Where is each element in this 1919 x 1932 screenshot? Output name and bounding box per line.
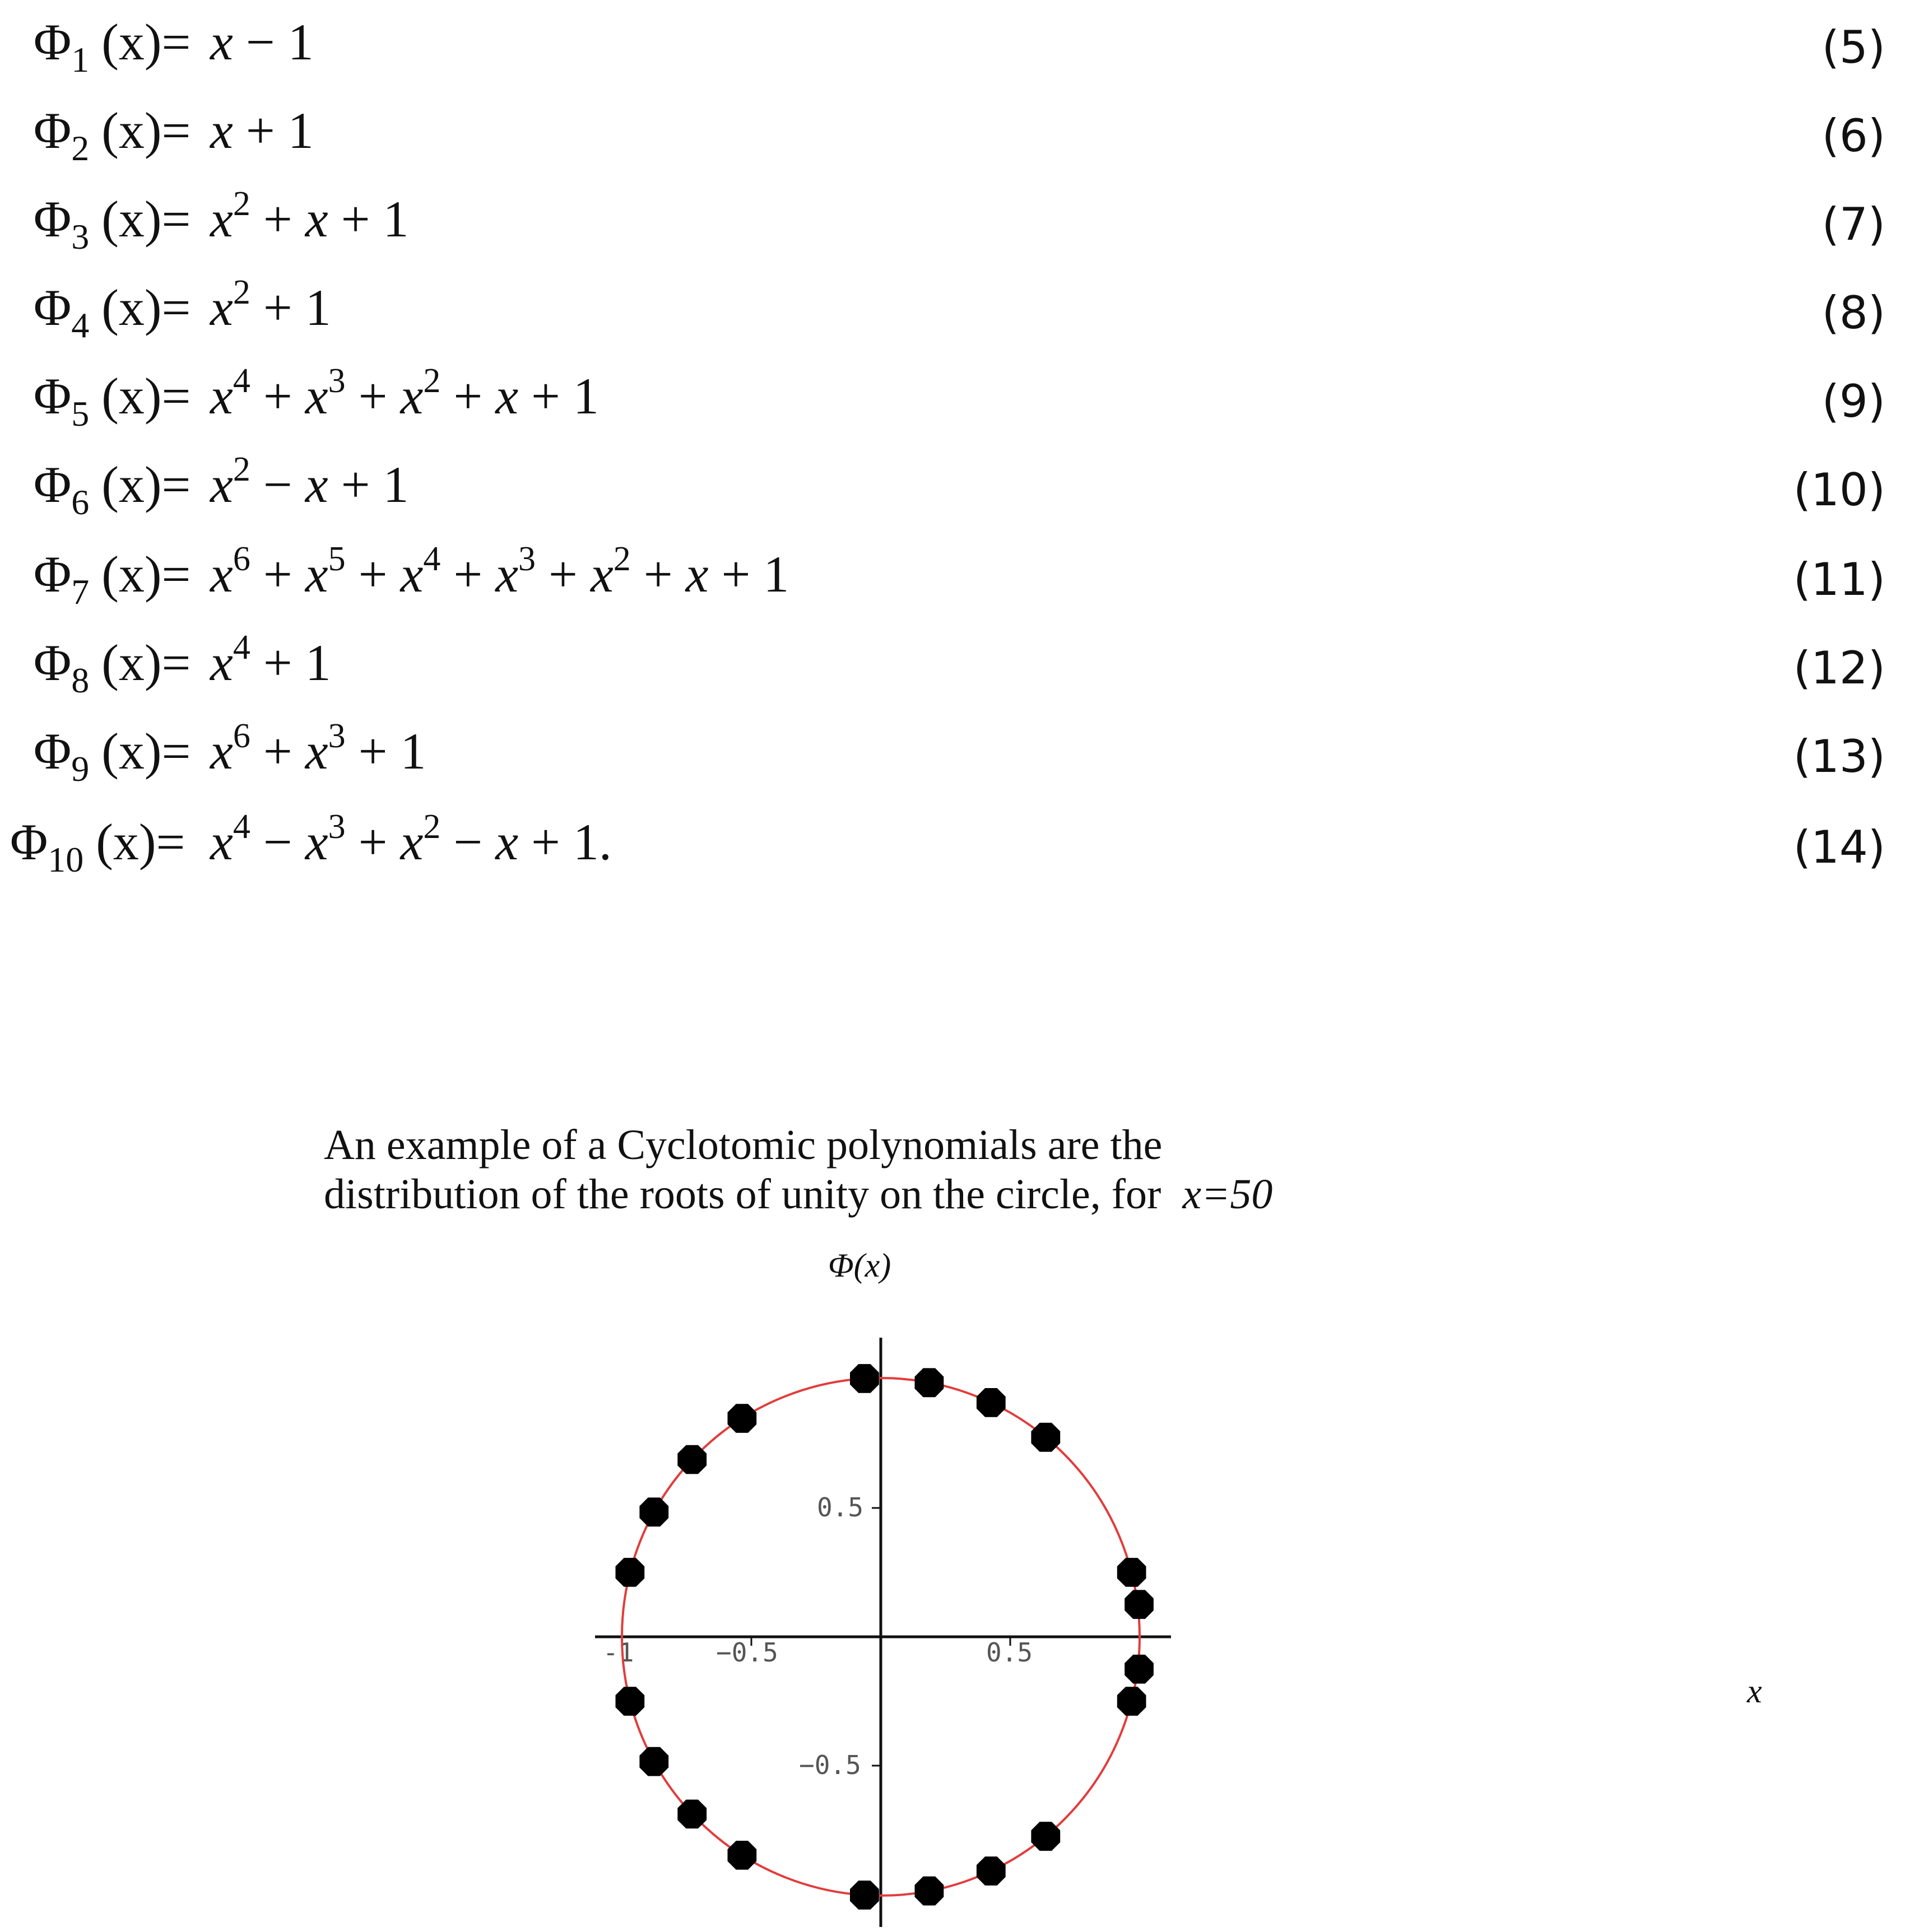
equation-number: (14) [1793,821,1885,873]
phi-argument: (x) [101,102,162,159]
phi-argument: (x) [101,367,162,425]
root-point [677,1800,707,1829]
phi-symbol: Φ [34,13,72,71]
root-point [915,1877,944,1906]
equation-rhs: $x^6 + x^3 + 1$ [210,717,426,780]
equation-row [0,0,1919,84]
root-point [1031,1423,1060,1452]
equation-row [0,89,1919,173]
phi-argument: (x) [101,456,162,513]
equation-rhs: $x^4 + x^3 + x^2 + x + 1$ [210,362,599,425]
phi-index: 10 [48,840,84,879]
equation-number: (13) [1793,730,1885,783]
equals-sign: = [161,13,191,71]
equation-number: (12) [1793,642,1885,694]
equation-row [0,443,1919,527]
phi-symbol: Φ [34,456,72,513]
root-point [728,1404,757,1433]
root-point [616,1687,645,1716]
equals-sign: = [156,813,185,870]
equation-rhs: $x^4 - x^3 + x^2 - x + 1$. [210,808,612,870]
equation-number: (6) [1822,110,1885,162]
phi-symbol: Φ [34,190,72,248]
root-point [977,1388,1006,1417]
root-point [850,1880,879,1910]
equation-list [0,0,1919,896]
equation-row [0,354,1919,438]
equals-sign: = [161,279,191,336]
plot-x-label: x [1747,1673,1762,1710]
figure-caption [324,1120,1669,1219]
equation-row [0,266,1919,350]
equation-lhs [34,89,190,178]
phi-index: 1 [71,40,90,80]
equals-sign: = [161,723,191,780]
roots-of-unity-plot [560,1322,1205,1932]
x-tick-label: -1 [603,1637,634,1668]
equals-sign: = [161,190,191,248]
root-point [1125,1590,1154,1619]
equation-rhs: $x^2 - x + 1$ [210,450,409,513]
phi-index: 3 [71,217,90,257]
root-point [915,1368,944,1397]
x-tick-label: −0.5 [716,1637,778,1668]
equals-sign: = [161,367,191,425]
phi-index: 2 [71,128,90,168]
equation-lhs [34,266,190,355]
phi-symbol: Φ [34,279,72,336]
root-point [728,1841,757,1870]
caption-x-value: x=50 [1182,1171,1273,1218]
caption-line-2-text: distribution of the roots of unity on the circle, for [324,1171,1161,1218]
plot-y-label: Φ(x) [828,1247,891,1284]
equation-rhs: x − 1 [210,13,314,71]
equation-lhs [10,800,185,890]
equation-rhs: $x^2 + x + 1$ [210,185,409,248]
phi-index: 8 [71,660,90,700]
phi-argument: (x) [101,279,162,336]
phi-symbol: Φ [34,546,72,603]
phi-symbol: Φ [10,813,48,870]
equation-number: (7) [1822,198,1885,250]
phi-index: 9 [71,749,90,789]
root-point [616,1558,645,1587]
equals-sign: = [161,102,191,159]
root-point [1117,1687,1146,1716]
equation-lhs [34,177,190,267]
root-point [1125,1655,1154,1684]
phi-symbol: Φ [34,367,72,425]
caption-line-1: An example of a Cyclotomic polynomials are the [324,1121,1163,1168]
equation-row [0,709,1919,793]
equation-lhs [34,443,190,532]
equation-number: (11) [1793,553,1885,606]
phi-index: 6 [71,482,90,522]
equation-lhs [34,621,190,710]
equation-rhs: $x^2 + 1$ [210,273,331,336]
phi-argument: (x) [101,723,162,780]
equation-rhs: $x^6 + x^5 + x^4 + x^3 + x^2 + x + 1$ [210,540,789,603]
phi-index: 7 [71,572,90,612]
equation-lhs [34,532,190,622]
equals-sign: = [161,634,191,691]
phi-symbol: Φ [34,102,72,159]
equation-lhs [34,0,190,90]
equation-lhs [34,709,190,799]
equals-sign: = [161,546,191,603]
phi-index: 4 [71,305,90,345]
equation-rhs: x + 1 [210,102,314,159]
equation-lhs [34,354,190,444]
equals-sign: = [161,456,191,513]
x-tick-label: 0.5 [986,1637,1033,1668]
equation-number: (5) [1822,21,1885,73]
root-point [1031,1822,1060,1851]
equation-rhs: $x^4 + 1$ [210,629,331,691]
phi-argument: (x) [101,190,162,248]
equation-number: (9) [1822,375,1885,427]
phi-argument: (x) [101,546,162,603]
phi-argument: (x) [101,13,162,71]
phi-symbol: Φ [34,634,72,691]
y-tick-label: −0.5 [799,1750,861,1780]
phi-index: 5 [71,394,90,434]
caption-line-2 [324,1170,1669,1219]
root-point [677,1445,707,1474]
root-point [1117,1558,1146,1587]
root-point [850,1364,879,1393]
equation-number: (10) [1793,464,1885,516]
root-point [977,1856,1006,1886]
root-point [639,1747,668,1776]
equation-row [0,800,1919,884]
equation-row [0,532,1919,616]
root-point [639,1497,668,1526]
phi-symbol: Φ [34,723,72,780]
equation-row [0,177,1919,261]
equation-number: (8) [1822,287,1885,339]
phi-argument: (x) [96,813,156,870]
y-tick-label: 0.5 [817,1492,864,1523]
equation-row [0,621,1919,705]
phi-argument: (x) [101,634,162,691]
